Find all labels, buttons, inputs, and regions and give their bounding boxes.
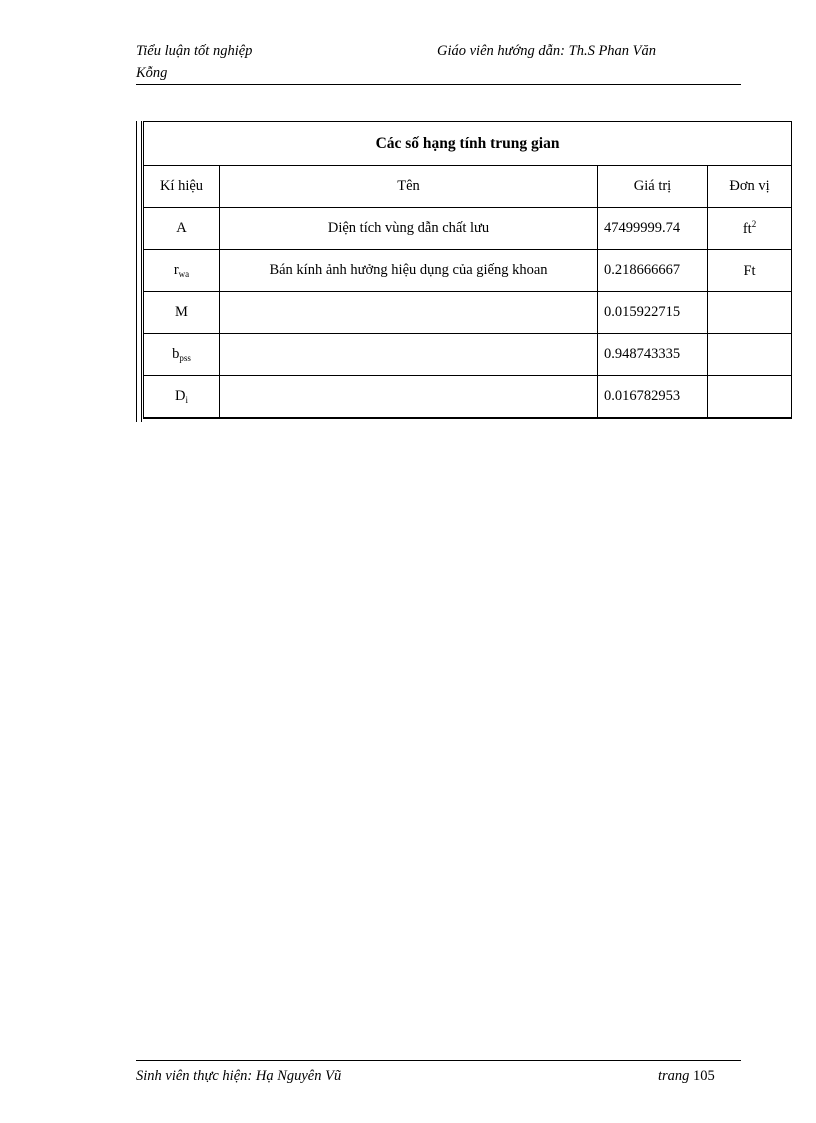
row-unit: Ft <box>708 250 792 292</box>
row-unit: $ft^2$ <box>708 208 792 250</box>
intermediate-terms-table <box>143 121 792 419</box>
table-title: Các số hạng tính trung gian <box>144 122 792 166</box>
table-left-border-bar <box>136 121 142 422</box>
header-name: Tên <box>220 166 598 208</box>
row-symbol: $D_i$ <box>144 376 220 418</box>
row-symbol: M <box>144 292 220 334</box>
row-name <box>220 376 598 418</box>
footer-rule <box>136 1060 741 1061</box>
table-row <box>144 376 792 418</box>
footer-page-label: trang <box>658 1068 690 1084</box>
row-symbol: A <box>144 208 220 250</box>
row-name <box>220 292 598 334</box>
header-thesis-title: Tiểu luận tốt nghiệp <box>136 43 253 59</box>
table-row <box>144 208 792 250</box>
row-symbol: $b_{pss}$ <box>144 334 220 376</box>
header-advisor: Giáo viên hướng dẫn: Th.S Phan Văn <box>437 43 657 59</box>
row-value: 0.218666667 <box>598 250 708 292</box>
row-name: Bán kính ảnh hưởng hiệu dụng của giếng khoan <box>220 250 598 292</box>
footer-student: Sinh viên thực hiện: Hạ Nguyên Vũ <box>136 1068 342 1084</box>
row-value: 0.948743335 <box>598 334 708 376</box>
row-unit <box>708 334 792 376</box>
table-row <box>144 250 792 292</box>
row-unit <box>708 376 792 418</box>
row-unit <box>708 292 792 334</box>
row-value: 47499999.74 <box>598 208 708 250</box>
header-rule <box>136 84 741 85</box>
table-title-row <box>144 122 792 166</box>
header-left <box>136 40 376 84</box>
row-value: 0.016782953 <box>598 376 708 418</box>
footer-page <box>658 1066 715 1086</box>
row-value: 0.015922715 <box>598 292 708 334</box>
header-name-continuation: Kỗng <box>136 65 168 81</box>
row-symbol: $r_{wa}$ <box>144 250 220 292</box>
table-row <box>144 334 792 376</box>
table-row <box>144 292 792 334</box>
footer-page-number: 105 <box>693 1068 715 1084</box>
intermediate-terms-table-wrap <box>136 121 791 424</box>
header-symbol: Kí hiệu <box>144 166 220 208</box>
row-name <box>220 334 598 376</box>
header-unit: Đơn vị <box>708 166 792 208</box>
table-header-row <box>144 166 792 208</box>
row-name: Diện tích vùng dẫn chất lưu <box>220 208 598 250</box>
header-value: Giá trị <box>598 166 708 208</box>
